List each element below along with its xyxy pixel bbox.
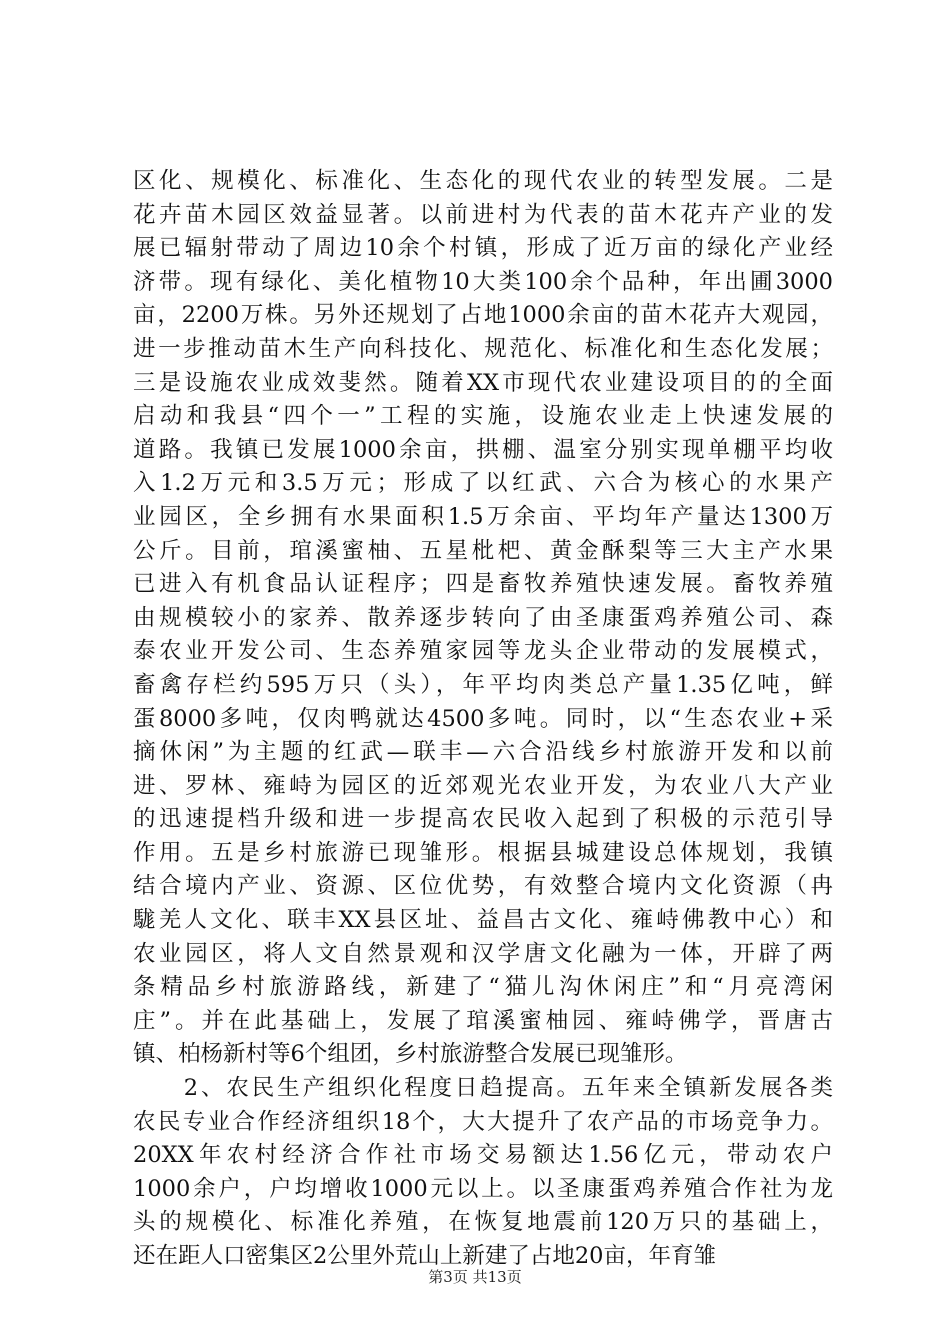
text-line: 启动和我县“四个一”工程的实施，设施农业走上快速发展的 bbox=[133, 403, 833, 430]
text-line: 区化、规模化、标准化、生态化的现代农业的转型发展。二是 bbox=[133, 168, 833, 194]
text-line: 的迅速提档升级和进一步提高农民收入起到了积极的示范引导 bbox=[133, 806, 833, 833]
text-line: 结合境内产业、资源、区位优势，有效整合境内文化资源（冉 bbox=[133, 873, 833, 900]
text-line: 蛋8000多吨，仅肉鸭就达4500多吨。同时，以“生态农业+采 bbox=[133, 705, 833, 732]
text-line: 农业园区，将人文自然景观和汉学唐文化融为一体，开辟了两 bbox=[133, 940, 833, 967]
text-line: 作用。五是乡村旅游已现雏形。根据县城建设总体规划，我镇 bbox=[133, 839, 833, 866]
text-line: 条精品乡村旅游路线，新建了“猫儿沟休闲庄”和“月亮湾闲 bbox=[133, 974, 833, 1001]
text-line: 1000余户，户均增收1000元以上。以圣康蛋鸡养殖合作社为龙 bbox=[133, 1175, 833, 1202]
text-line: 畜禽存栏约595万只（头），年平均肉类总产量1.35亿吨，鲜 bbox=[133, 671, 833, 698]
text-line: 2、农民生产组织化程度日趋提高。五年来全镇新发展各类 bbox=[133, 1075, 833, 1102]
text-line: 济带。现有绿化、美化植物10大类100余个品种，年出圃3000 bbox=[133, 268, 833, 295]
text-line: 农民专业合作经济组织18个，大大提升了农产品的市场竞争力。 bbox=[133, 1108, 833, 1135]
text-line: 头的规模化、标准化养殖，在恢复地震前120万只的基础上， bbox=[133, 1209, 833, 1236]
text-line: 镇、柏杨新村等6个组团，乡村旅游整合发展已现雏形。 bbox=[133, 1041, 688, 1068]
text-line: 20XX年农村经济合作社市场交易额达1.56亿元，带动农户 bbox=[133, 1142, 833, 1169]
body-text bbox=[133, 165, 833, 1274]
text-line: 亩，2200万株。另外还规划了占地1000余亩的苗木花卉大观园， bbox=[133, 302, 833, 329]
text-line: 由规模较小的家养、散养逐步转向了由圣康蛋鸡养殖公司、森 bbox=[133, 604, 833, 631]
text-line: 进一步推动苗木生产向科技化、规范化、标准化和生态化发展； bbox=[133, 335, 833, 362]
text-line: 还在距人口密集区2公里外荒山上新建了占地20亩，年育雏 bbox=[133, 1243, 716, 1269]
text-line: 道路。我镇已发展1000余亩，拱棚、温室分别实现单棚平均收 bbox=[133, 436, 833, 463]
page-footer: 第3页 共13页 bbox=[428, 1268, 522, 1286]
text-line: 三是设施农业成效斐然。随着XX市现代农业建设项目的的全面 bbox=[133, 369, 833, 396]
text-line: 入1.2万元和3.5万元；形成了以红武、六合为核心的水果产 bbox=[133, 470, 833, 497]
text-line: 泰农业开发公司、生态养殖家园等龙头企业带动的发展模式， bbox=[133, 638, 833, 665]
text-line: 进、罗林、雍峙为园区的近郊观光农业开发，为农业八大产业 bbox=[133, 772, 833, 799]
text-line: 公斤。目前，琯溪蜜柚、五星枇杷、黄金酥梨等三大主产水果 bbox=[133, 537, 833, 564]
text-line: 业园区，全乡拥有水果面积1.5万余亩、平均年产量达1300万 bbox=[133, 503, 833, 530]
text-line: 庄”。并在此基础上，发展了琯溪蜜柚园、雍峙佛学，晋唐古 bbox=[133, 1007, 833, 1034]
text-line: 摘休闲”为主题的红武—联丰—六合沿线乡村旅游开发和以前 bbox=[133, 739, 833, 766]
text-line: 已进入有机食品认证程序；四是畜牧养殖快速发展。畜牧养殖 bbox=[133, 571, 833, 598]
text-line: 展已辐射带动了周边10余个村镇，形成了近万亩的绿化产业经 bbox=[133, 235, 833, 262]
text-line: 花卉苗木园区效益显著。以前进村为代表的苗木花卉产业的发 bbox=[133, 201, 833, 228]
text-line: 駹羌人文化、联丰XX县区址、益昌古文化、雍峙佛教中心）和 bbox=[133, 907, 833, 934]
